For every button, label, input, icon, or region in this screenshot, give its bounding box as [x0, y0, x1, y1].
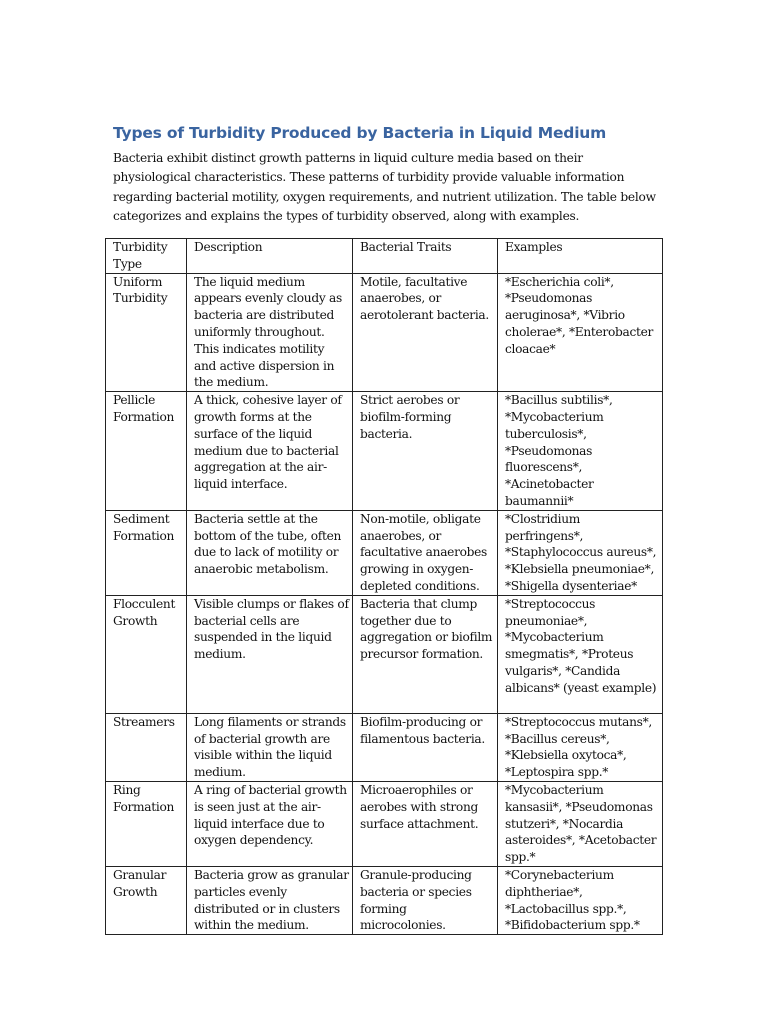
examples-cell: *Streptococcus pneumoniae*, *Mycobacterium smegmatis*, *Proteus vulgaris*, *Candida albicans* (yeast example) — [498, 595, 663, 713]
examples-cell: *Mycobacterium kansasii*, *Pseudomonas stutzeri*, *Nocardia asteroides*, *Acetobacter spp.* — [498, 781, 663, 866]
examples-cell: *Streptococcus mutans*, *Bacillus cereus*, *Klebsiella oxytoca*, *Leptospira spp.* — [498, 713, 663, 781]
table-row — [106, 713, 663, 781]
examples-cell: *Corynebacterium diphtheriae*, *Lactobacillus spp.*, *Bifidobacterium spp.* — [498, 866, 663, 934]
turbidity-type-cell: Granular Growth — [106, 866, 187, 934]
turbidity-table — [105, 238, 663, 935]
description-cell: A thick, cohesive layer of growth forms at the surface of the liquid medium due to bacterial aggregation at the air-liquid interface. — [187, 392, 353, 511]
description-cell: A ring of bacterial growth is seen just at the air-liquid interface due to oxygen dependency. — [187, 781, 353, 866]
table-row — [106, 595, 663, 713]
traits-cell: Bacteria that clump together due to aggregation or biofilm precursor formation. — [353, 595, 498, 713]
description-cell: Long filaments or strands of bacterial growth are visible within the liquid medium. — [187, 713, 353, 781]
header-examples: Examples — [498, 239, 663, 274]
header-bacterial-traits: Bacterial Traits — [353, 239, 498, 274]
table-row — [106, 866, 663, 934]
traits-cell: Motile, facultative anaerobes, or aerotolerant bacteria. — [353, 273, 498, 392]
examples-cell: *Bacillus subtilis*, *Mycobacterium tuberculosis*, *Pseudomonas fluorescens*, *Acinetobacter baumannii* — [498, 392, 663, 511]
traits-cell: Non-motile, obligate anaerobes, or facultative anaerobes growing in oxygen-depleted conditions. — [353, 510, 498, 595]
examples-cell: *Clostridium perfringens*, *Staphylococcus aureus*, *Klebsiella pneumoniae*, *Shigella dysenteriae* — [498, 510, 663, 595]
header-turbidity-type: Turbidity Type — [106, 239, 187, 274]
examples-cell: *Escherichia coli*, *Pseudomonas aeruginosa*, *Vibrio cholerae*, *Enterobacter cloacae* — [498, 273, 663, 392]
turbidity-type-cell: Uniform Turbidity — [106, 273, 187, 392]
description-cell: Bacteria grow as granular particles evenly distributed or in clusters within the medium. — [187, 866, 353, 934]
description-cell: Bacteria settle at the bottom of the tube, often due to lack of motility or anaerobic metabolism. — [187, 510, 353, 595]
turbidity-type-cell: Sediment Formation — [106, 510, 187, 595]
traits-cell: Strict aerobes or biofilm-forming bacteria. — [353, 392, 498, 511]
traits-cell: Biofilm-producing or filamentous bacteria. — [353, 713, 498, 781]
traits-cell: Microaerophiles or aerobes with strong surface attachment. — [353, 781, 498, 866]
table-row — [106, 510, 663, 595]
table-row — [106, 781, 663, 866]
turbidity-type-cell: Streamers — [106, 713, 187, 781]
document-title: Types of Turbidity Produced by Bacteria in Liquid Medium — [113, 124, 607, 142]
description-cell: Visible clumps or flakes of bacterial cells are suspended in the liquid medium. — [187, 595, 353, 713]
table-header-row — [106, 239, 663, 274]
intro-paragraph: Bacteria exhibit distinct growth patterns in liquid culture media based on their physiological characteristics. These patterns of turbidity provide valuable information regarding bacterial motility, oxygen requirements, and nutrient utilization. The table below categorizes and explains the types of turbidity observed, along with examples. — [113, 151, 656, 224]
table-row — [106, 273, 663, 392]
table-row — [106, 392, 663, 511]
turbidity-type-cell: Ring Formation — [106, 781, 187, 866]
turbidity-type-cell: Pellicle Formation — [106, 392, 187, 511]
traits-cell: Granule-producing bacteria or species forming microcolonies. — [353, 866, 498, 934]
turbidity-type-cell: Flocculent Growth — [106, 595, 187, 713]
header-description: Description — [187, 239, 353, 274]
description-cell: The liquid medium appears evenly cloudy as bacteria are distributed uniformly throughout. This indicates motility and active dispersion in the medium. — [187, 273, 353, 392]
